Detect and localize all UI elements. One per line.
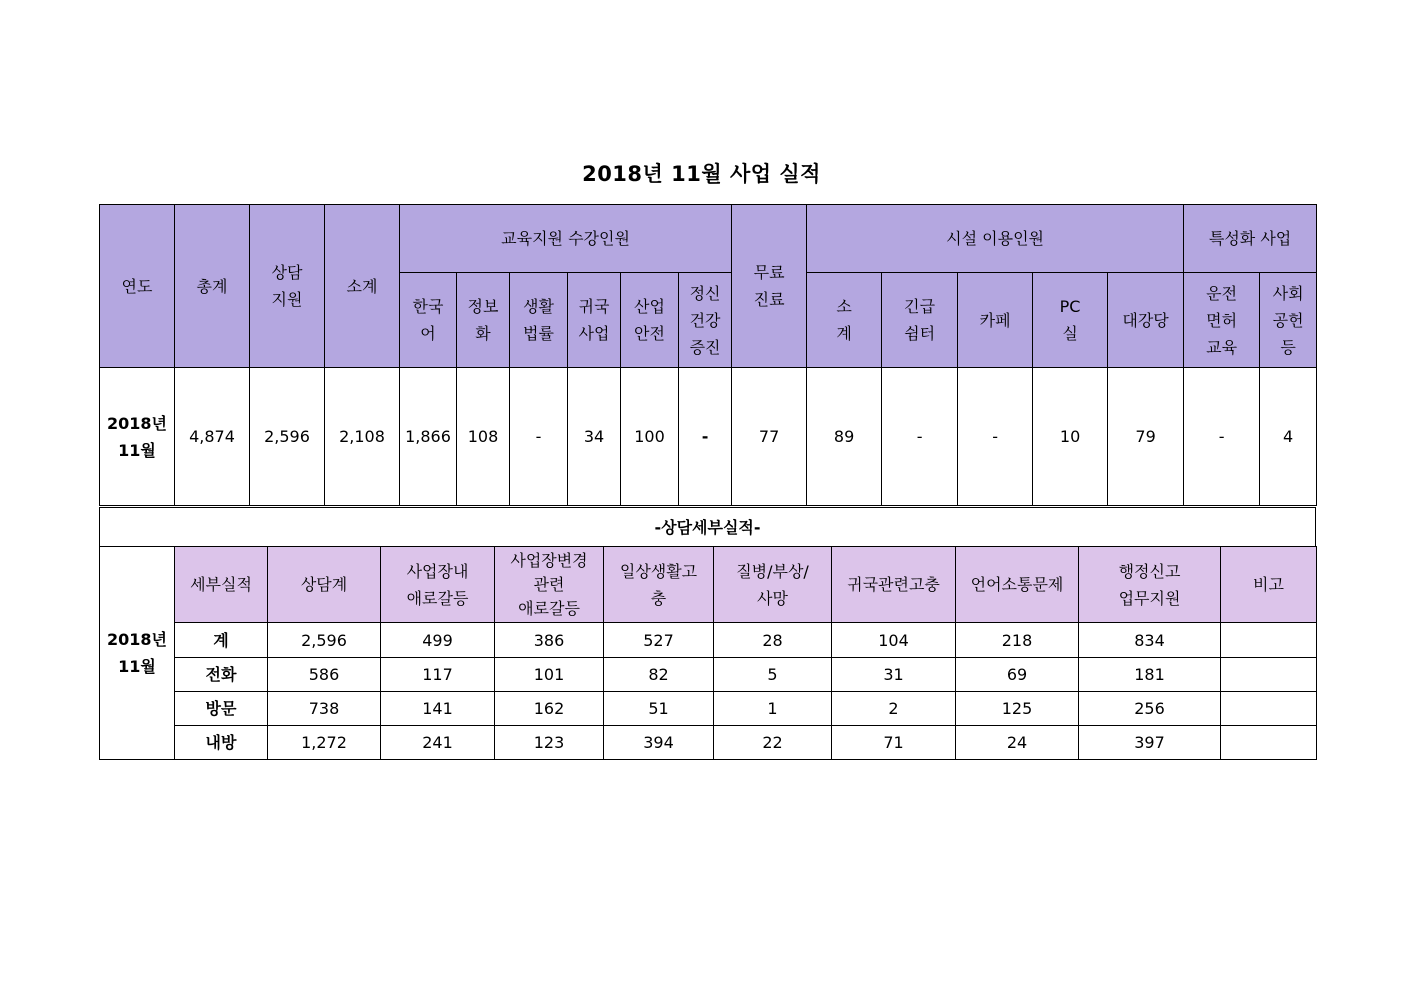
detail-cell: 28 <box>714 623 832 658</box>
detail-cell: 394 <box>604 726 714 760</box>
detail-title: -상담세부실적- <box>100 508 1316 547</box>
header-facility-group: 시설 이용인원 <box>807 205 1184 273</box>
cell-facility-subtotal: 89 <box>807 368 882 506</box>
detail-cell: 1,272 <box>268 726 381 760</box>
detail-cell: 125 <box>956 692 1079 726</box>
header-counsel: 상담 지원 <box>250 205 325 368</box>
detail-row-label: 방문 <box>175 692 268 726</box>
detail-header-category: 세부실적 <box>175 547 268 623</box>
detail-header-workplace-change: 사업장변경 관련 애로갈등 <box>495 547 604 623</box>
cell-edu-law: - <box>510 368 568 506</box>
header-special-group: 특성화 사업 <box>1184 205 1317 273</box>
detail-cell: 386 <box>495 623 604 658</box>
cell-facility-shelter: - <box>882 368 958 506</box>
header-year: 연도 <box>100 205 175 368</box>
detail-cell: 51 <box>604 692 714 726</box>
detail-title-table <box>99 507 1316 547</box>
cell-edu-safety: 100 <box>621 368 679 506</box>
detail-cell-remarks <box>1221 658 1317 692</box>
header-facility-pc: PC 실 <box>1033 273 1108 368</box>
header-edu-mental: 정신 건강 증진 <box>679 273 732 368</box>
detail-header-language: 언어소통문제 <box>956 547 1079 623</box>
cell-facility-pc: 10 <box>1033 368 1108 506</box>
header-subtotal: 소계 <box>325 205 400 368</box>
header-free-clinic: 무료 진료 <box>732 205 807 368</box>
detail-cell: 397 <box>1079 726 1221 760</box>
detail-cell-remarks <box>1221 726 1317 760</box>
detail-cell: 2,596 <box>268 623 381 658</box>
detail-cell: 117 <box>381 658 495 692</box>
header-facility-hall: 대강당 <box>1108 273 1184 368</box>
cell-total: 4,874 <box>175 368 250 506</box>
detail-cell: 82 <box>604 658 714 692</box>
detail-cell: 2 <box>832 692 956 726</box>
header-edu-law: 생활 법률 <box>510 273 568 368</box>
detail-header-total: 상담계 <box>268 547 381 623</box>
cell-edu-korean: 1,866 <box>400 368 457 506</box>
detail-header-daily-life: 일상생활고 충 <box>604 547 714 623</box>
detail-cell: 69 <box>956 658 1079 692</box>
detail-header-illness: 질병/부상/ 사망 <box>714 547 832 623</box>
header-special-driving: 운전 면허 교육 <box>1184 273 1260 368</box>
page-title: 2018년 11월 사업 실적 <box>582 162 821 186</box>
header-facility-subtotal: 소 계 <box>807 273 882 368</box>
detail-year: 2018년 11월 <box>100 547 175 760</box>
detail-cell-remarks <box>1221 623 1317 658</box>
header-edu-return: 귀국 사업 <box>568 273 621 368</box>
row-year: 2018년 11월 <box>100 368 175 506</box>
cell-counsel: 2,596 <box>250 368 325 506</box>
detail-cell: 31 <box>832 658 956 692</box>
cell-edu-mental: - <box>679 368 732 506</box>
cell-subtotal: 2,108 <box>325 368 400 506</box>
detail-cell: 241 <box>381 726 495 760</box>
counsel-detail-table <box>99 546 1317 760</box>
performance-table <box>99 204 1317 506</box>
cell-edu-it: 108 <box>457 368 510 506</box>
detail-cell: 162 <box>495 692 604 726</box>
header-edu-korean: 한국 어 <box>400 273 457 368</box>
detail-header-remarks: 비고 <box>1221 547 1317 623</box>
detail-row-label: 내방 <box>175 726 268 760</box>
header-edu-group: 교육지원 수강인원 <box>400 205 732 273</box>
detail-cell: 123 <box>495 726 604 760</box>
header-special-social: 사회 공헌 등 <box>1260 273 1317 368</box>
cell-facility-hall: 79 <box>1108 368 1184 506</box>
detail-cell: 527 <box>604 623 714 658</box>
detail-cell: 218 <box>956 623 1079 658</box>
detail-cell: 181 <box>1079 658 1221 692</box>
header-edu-it: 정보 화 <box>457 273 510 368</box>
detail-cell: 5 <box>714 658 832 692</box>
detail-header-workplace-conflict: 사업장내 애로갈등 <box>381 547 495 623</box>
detail-header-return: 귀국관련고충 <box>832 547 956 623</box>
detail-cell: 834 <box>1079 623 1221 658</box>
cell-free-clinic: 77 <box>732 368 807 506</box>
header-facility-cafe: 카페 <box>958 273 1033 368</box>
detail-row-label: 전화 <box>175 658 268 692</box>
detail-cell: 71 <box>832 726 956 760</box>
cell-facility-cafe: - <box>958 368 1033 506</box>
detail-cell: 256 <box>1079 692 1221 726</box>
detail-cell: 101 <box>495 658 604 692</box>
detail-cell: 586 <box>268 658 381 692</box>
detail-cell: 141 <box>381 692 495 726</box>
header-edu-safety: 산업 안전 <box>621 273 679 368</box>
header-total: 총계 <box>175 205 250 368</box>
detail-header-admin: 행정신고 업무지원 <box>1079 547 1221 623</box>
cell-special-driving: - <box>1184 368 1260 506</box>
detail-cell: 1 <box>714 692 832 726</box>
cell-special-social: 4 <box>1260 368 1317 506</box>
detail-cell: 24 <box>956 726 1079 760</box>
cell-edu-return: 34 <box>568 368 621 506</box>
detail-cell: 22 <box>714 726 832 760</box>
header-facility-shelter: 긴급 쉼터 <box>882 273 958 368</box>
detail-cell-remarks <box>1221 692 1317 726</box>
detail-row-label: 계 <box>175 623 268 658</box>
detail-cell: 104 <box>832 623 956 658</box>
detail-cell: 499 <box>381 623 495 658</box>
detail-cell: 738 <box>268 692 381 726</box>
